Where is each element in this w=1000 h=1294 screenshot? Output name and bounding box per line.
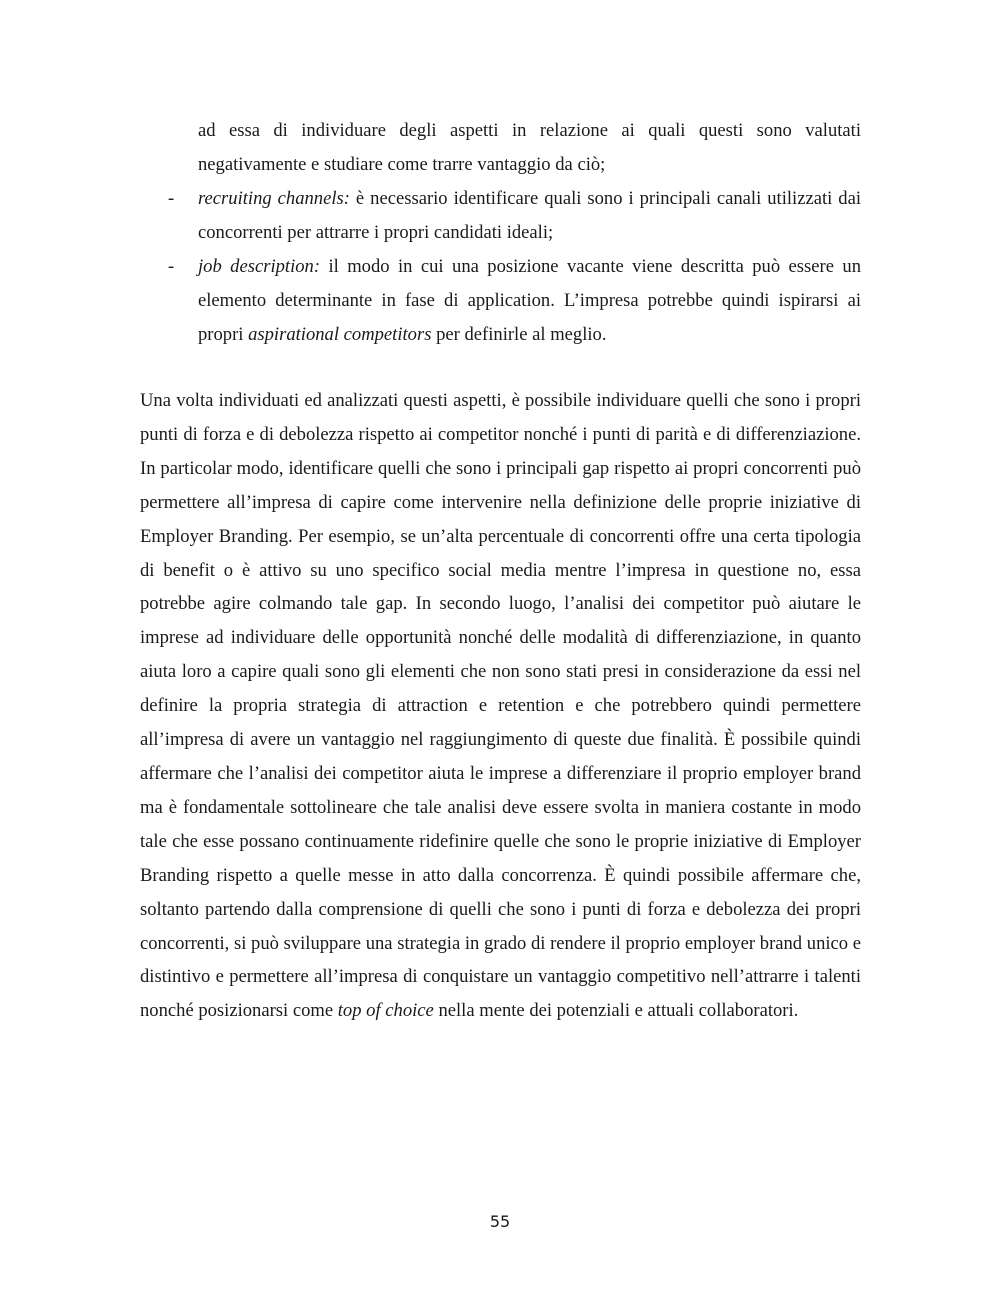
bullet-list [140,182,861,352]
bullet-item-recruiting-channels [140,182,861,250]
bullet-text-end: per definirle al meglio. [431,323,607,345]
bullet-italic-phrase: aspirational competitors [248,323,432,345]
main-paragraph-text-end: nella mente dei potenziali e attuali collaboratori. [433,1000,799,1022]
bullet-term: job description: [198,255,321,277]
main-paragraph [140,384,861,1028]
continued-paragraph: ad essa di individuare degli aspetti in relazione ai quali questi sono valutati negativamente e studiare come trarre vantaggio da ciò; [198,120,861,175]
bullet-dash: - [168,188,175,209]
main-paragraph-italic-phrase: top of choice [337,1000,434,1022]
bullet-item-job-description [140,250,861,352]
main-paragraph-text: Una volta individuati ed analizzati questi aspetti, è possibile individuare quelli che sono i propri punti di forza e di debolezza rispetto ai competitor nonché i punti di parità e di differenziazione. In particolar modo, identificare quelli che sono i principali gap rispetto ai propri concorrenti può permettere all’impresa di capire come intervenire nella definizione delle proprie iniziative di Employer Branding. Per esempio, se un’alta percentuale di concorrenti offre una certa tipologia di benefit o è attivo su uno specifico social media mentre l’impresa in questione no, essa potrebbe agire colmando tale gap. In secondo luogo, l’analisi dei competitor può aiutare le imprese ad individuare delle opportunità nonché delle modalità di differenziazione, in quanto aiuta loro a capire quali sono gli elementi che non sono stati presi in considerazione da essi nel definire la propria strategia di attraction e retention e che potrebbero quindi permettere all’impresa di avere un vantaggio nel raggiungimento di queste due finalità. È possibile quindi affermare che l’analisi dei competitor aiuta le imprese a differenziare il proprio employer brand ma è fondamentale sottolineare che tale analisi deve essere svolta in maniera costante in modo tale che esse possano continuamente ridefinire quelle che sono le proprie iniziative di Employer Branding rispetto a quelle messe in atto dalla concorrenza. È quindi possibile affermare che, soltanto partendo dalla comprensione di quelli che sono i punti di forza e debolezza dei propri concorrenti, si può sviluppare una strategia in grado di rendere il proprio employer brand unico e distintivo e permettere all’impresa di conquistare un vantaggio competitivo nell’attrarre i talenti nonché posizionarsi come [140,390,861,1022]
bullet-text: il modo in cui una posizione vacante viene descritta può essere un elemento determinante in fase di application. L’impresa potrebbe quindi ispirarsi ai propri [198,255,861,345]
page-number: 55 [489,1212,511,1231]
bullet-text: è necessario identificare quali sono i principali canali utilizzati dai concorrenti per attrarre i propri candidati ideali; [198,188,861,243]
bullet-term: recruiting channels: [198,188,350,209]
bullet-dash: - [168,255,175,277]
